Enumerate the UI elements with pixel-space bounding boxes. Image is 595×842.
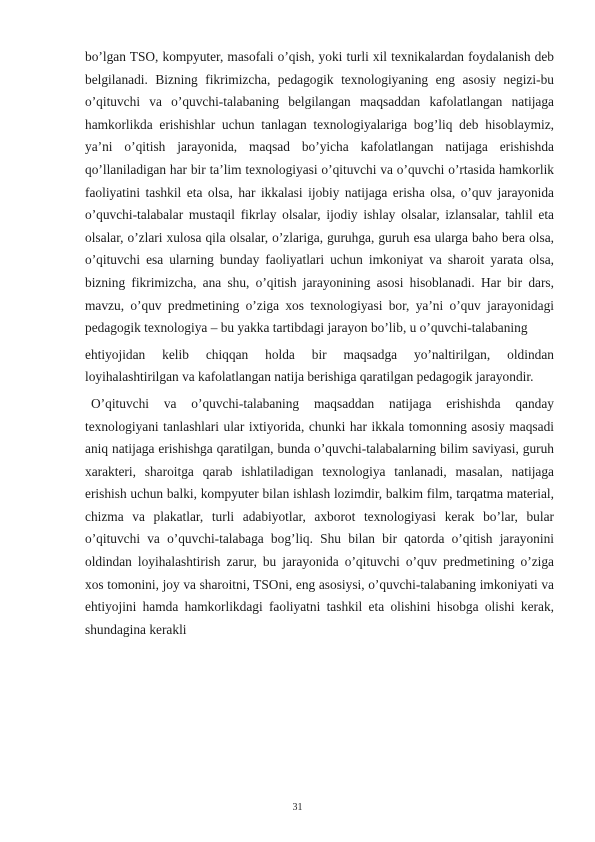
paragraph-3: O’qituvchi va o’quvchi-talabaning maqsaddan natijaga erishishda qanday texnologiyani tanlashlari ular ixtiyorida, chunki har ikkala tomonning asosiy maqsadi aniq natijaga erishishga qaratilgan, bunda o’quvchi-talabalarning bilim saviyasi, guruh xarakteri, sharoitga qarab ishlatiladigan texnologiya tanlanadi, masalan, natijaga erishish uchun balki, kompyuter bilan ishlash lozimdir, balkim film, tarqatma material, chizma va plakatlar, turli adabiyotlar, axborot texnologiyasi kerak bo’lar, bular o’qituvchi va o’quvchi-talabaga bog’liq. Shu bilan bir qatorda o’qitish jarayonini oldindan loyihalashtirish zarur, bu jarayonida o’qituvchi o’quv predmetining o’ziga xos tomonini, joy va sharoitni, TSOni, eng asosiysi, o’quvchi-talabaning imkoniyati va ehtiyojini hamda hamkorlikdagi faoliyatni tashkil eta olishini hisobga olishi kerak, shundagina kerakli xyxy=(85,395,554,637)
paragraph-1: bo’lgan TSO, kompyuter, masofali o’qish, yoki turli xil texnikalardan foydalanish deb belgilanadi. Bizning fikrimizcha, pedagogik texnologiyaning eng asosiy negizi-bu o’qituvchi va o’quvchi-talabaning belgilangan maqsaddan kafolatlangan natijaga hamkorlikda erishishlar uchun tanlagan texnologiyalariga bog’liq deb hisoblaymiz, ya’ni o’qitish jarayonida, maqsad bo’yicha kafolatlangan natijaga erishishda qo’llaniladigan har bir ta’lim texnologiyasi o’qituvchi va o’quvchi o’rtasida hamkorlik faoliyatini tashkil eta olsa, har ikkalasi ijobiy natijaga erisha olsa, o’quv jarayonida o’quvchi-talabalar mustaqil fikrlay olsalar, ijodiy ishlay olsalar, izlansalar, tahlil eta olsalar, o’zlari xulosa qila olsalar, o’zlariga, guruhga, guruh esa ularga baho bera olsa, o’qituvchi esa ularning bunday faoliyatlari uchun imkoniyat va sharoit yarata olsa, bizning fikrimizcha, ana shu, o’qitish jarayonining asosi hisoblanadi. Har bir dars, mavzu, o’quv predmetining o’ziga xos texnologiyasi bor, ya’ni o’quv jarayonidagi pedagogik texnologiya – bu yakka tartibdagi jarayon bo’lib, u o’quvchi-talabaning xyxy=(85,49,554,336)
document-body xyxy=(85,46,554,641)
page-number: 31 xyxy=(292,802,303,813)
paragraph-2: ehtiyojidan kelib chiqqan holda bir maqsadga yo’naltirilgan, oldindan loyihalashtirilgan va kafolatlangan natija berishiga qaratilgan pedagogik jarayondir. xyxy=(85,346,554,385)
